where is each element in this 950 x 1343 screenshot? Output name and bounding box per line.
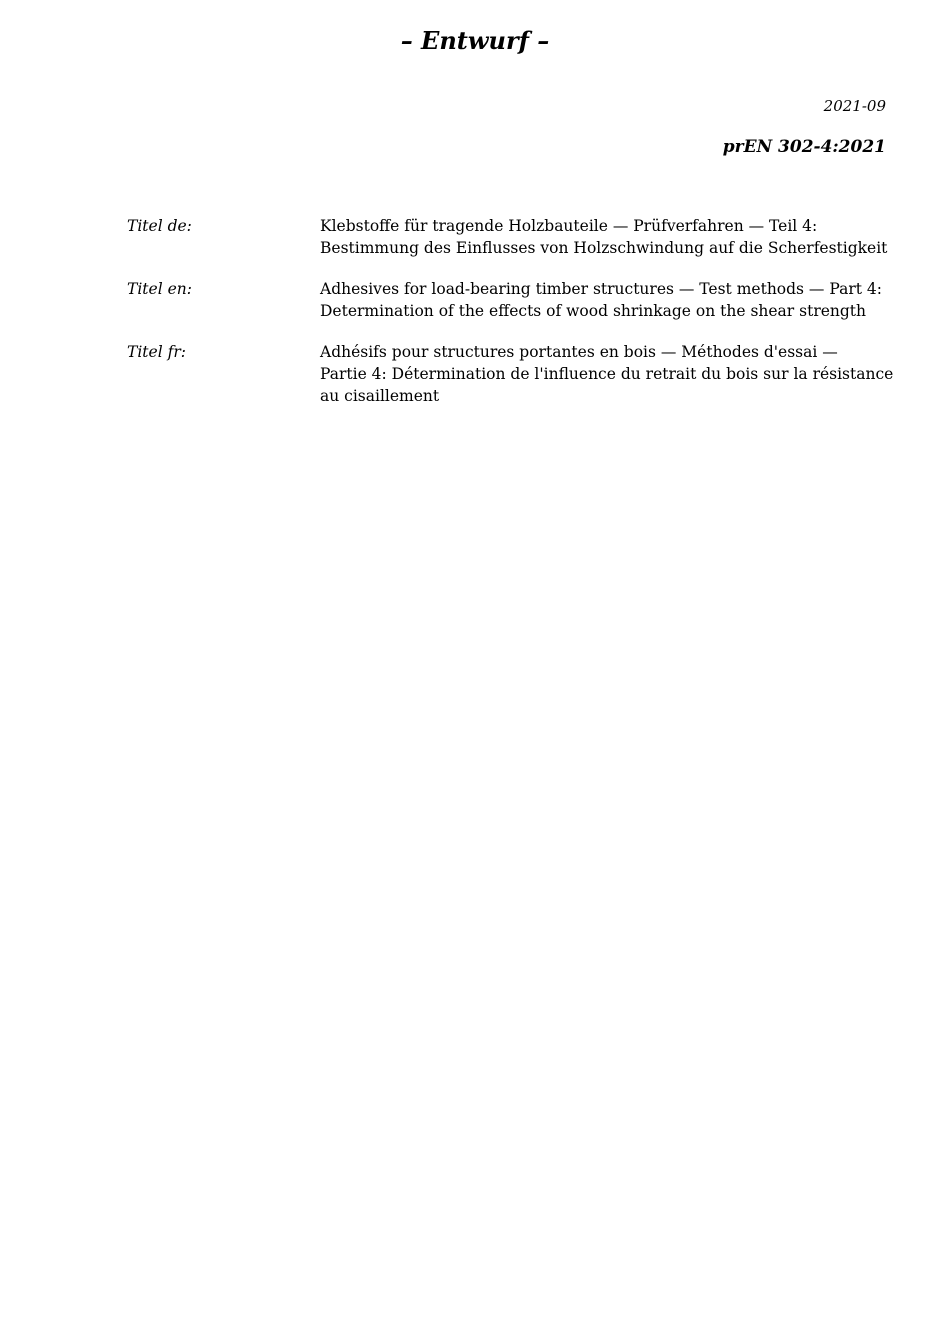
title-fr-line-1: Adhésifs pour structures portantes en bois — Méthodes d'essai — xyxy=(320,343,838,361)
title-fr-line-2: Partie 4: Détermination de l'influence du retrait du bois sur la résistance xyxy=(320,365,894,383)
title-en-line-2: Determination of the effects of wood shrinkage on the shear strength xyxy=(320,302,867,320)
title-label-en: Titel en: xyxy=(127,280,192,298)
title-text-fr xyxy=(320,341,894,407)
document-number: prEN 302-4:2021 xyxy=(722,137,886,157)
title-row-de xyxy=(127,215,897,259)
title-text-en xyxy=(320,278,890,322)
title-label-fr: Titel fr: xyxy=(127,343,186,361)
title-fr-line-3: au cisaillement xyxy=(320,387,440,405)
title-row-en xyxy=(127,278,897,322)
title-en-line-1: Adhesives for load-bearing timber structures — Test methods — Part 4: xyxy=(320,280,882,298)
title-de-line-1: Klebstoffe für tragende Holzbauteile — Prüfverfahren — Teil 4: xyxy=(320,217,818,235)
title-block xyxy=(127,215,897,426)
title-row-fr xyxy=(127,341,897,407)
document-date: 2021-09 xyxy=(823,97,886,115)
title-de-line-2: Bestimmung des Einflusses von Holzschwindung auf die Scherfestigkeit xyxy=(320,239,888,257)
title-label-de: Titel de: xyxy=(127,217,192,235)
title-text-de xyxy=(320,215,890,259)
draft-label: – Entwurf – xyxy=(400,26,550,55)
